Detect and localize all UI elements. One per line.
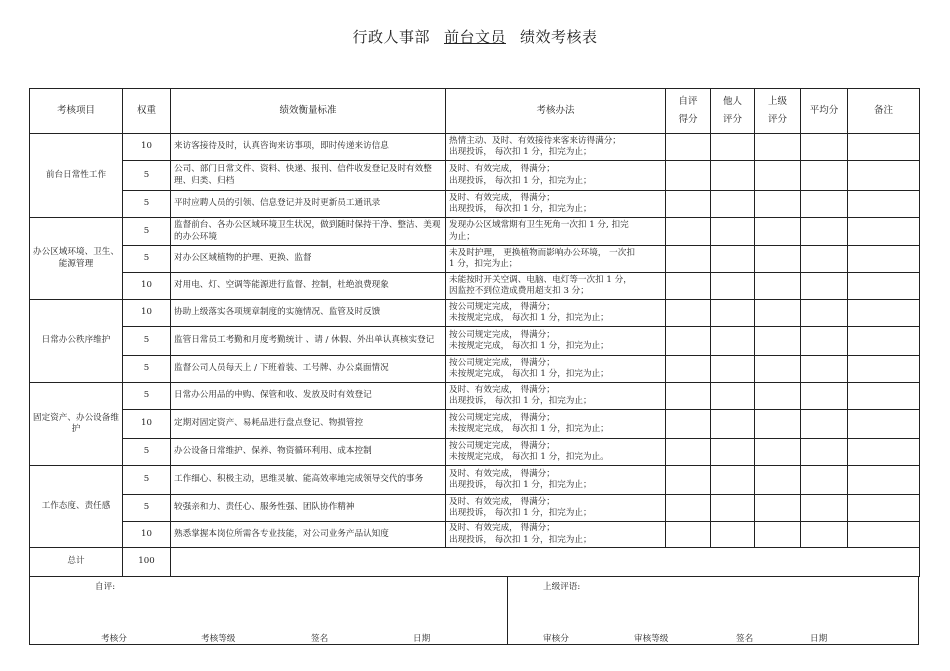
table-row bbox=[30, 522, 920, 548]
average-score-cell[interactable] bbox=[801, 218, 848, 246]
weight-cell: 10 bbox=[123, 134, 171, 161]
method-cell bbox=[446, 410, 666, 439]
superior-score-cell[interactable] bbox=[755, 218, 801, 246]
total-empty bbox=[171, 548, 920, 577]
category-cell: 工作态度、责任感 bbox=[30, 466, 123, 548]
other-score-cell[interactable] bbox=[711, 161, 755, 191]
table-row bbox=[30, 356, 920, 383]
table-row bbox=[30, 273, 920, 300]
method-line-1: 按公司规定完成， 得满分； bbox=[449, 329, 555, 340]
category-cell: 前台日常性工作 bbox=[30, 134, 123, 218]
self-score-cell[interactable] bbox=[666, 161, 711, 191]
method-cell bbox=[446, 383, 666, 410]
note-cell[interactable] bbox=[848, 466, 920, 495]
header-superior-score: 上级 评分 bbox=[755, 89, 801, 134]
method-line-1: 按公司规定完成， 得满分； bbox=[449, 301, 555, 312]
method-line-2: 出现投诉， 每次扣 1 分，扣完为止； bbox=[449, 534, 592, 545]
grade-label: 考核等级 bbox=[201, 634, 236, 644]
method-cell bbox=[446, 273, 666, 300]
other-score-cell[interactable] bbox=[711, 191, 755, 218]
header-weight: 权重 bbox=[123, 89, 171, 134]
superior-score-cell[interactable] bbox=[755, 191, 801, 218]
header-self-score: 自评 得分 bbox=[666, 89, 711, 134]
method-line-1: 按公司规定完成， 得满分； bbox=[449, 412, 555, 423]
method-line-1: 未及时护理， 更换植物而影响办公环境， 一次扣 bbox=[449, 247, 635, 258]
sign2-label: 签名 bbox=[736, 634, 754, 644]
method-cell bbox=[446, 495, 666, 522]
note-cell[interactable] bbox=[848, 300, 920, 327]
method-cell bbox=[446, 466, 666, 495]
self-comment-label: 自评: bbox=[95, 582, 116, 592]
weight-cell: 5 bbox=[123, 356, 171, 383]
method-line-2: 未按规定完成， 每次扣 1 分，扣完为止； bbox=[449, 424, 609, 434]
standard-cell: 监督前台、各办公区域环境卫生状况，做到随时保持干净、整洁、美观的办公环境 bbox=[171, 218, 446, 246]
total-value: 100 bbox=[123, 548, 171, 577]
method-line-2: 未按规定完成， 每次扣 1 分，扣完为止； bbox=[449, 341, 609, 351]
superior-score-cell[interactable] bbox=[755, 273, 801, 300]
other-score-cell[interactable] bbox=[711, 383, 755, 410]
self-score-cell[interactable] bbox=[666, 191, 711, 218]
assessment-table bbox=[29, 88, 920, 577]
note-cell[interactable] bbox=[848, 161, 920, 191]
method-cell bbox=[446, 522, 666, 548]
other-score-cell[interactable] bbox=[711, 410, 755, 439]
other-score-cell[interactable] bbox=[711, 356, 755, 383]
weight-cell: 5 bbox=[123, 439, 171, 466]
weight-cell: 10 bbox=[123, 273, 171, 300]
note-cell[interactable] bbox=[848, 218, 920, 246]
note-cell[interactable] bbox=[848, 191, 920, 218]
self-score-cell[interactable] bbox=[666, 466, 711, 495]
method-line-1: 及时、有效完成， 得满分； bbox=[449, 164, 555, 174]
other-score-cell[interactable] bbox=[711, 246, 755, 273]
note-cell[interactable] bbox=[848, 273, 920, 300]
superior-score-cell[interactable] bbox=[755, 495, 801, 522]
method-line-2: 出现投诉， 每次扣 1 分，扣完为止； bbox=[449, 396, 592, 406]
method-line-2: 出现投诉， 每次扣 1 分，扣完为止； bbox=[449, 147, 592, 157]
date2-label: 日期 bbox=[810, 634, 828, 644]
method-line-1: 未能按时开关空调、电脑、电灯等一次扣 1 分， bbox=[449, 274, 632, 285]
page-title bbox=[0, 26, 950, 47]
superior-score-cell[interactable] bbox=[755, 134, 801, 161]
method-line-2: 出现投诉， 每次扣 1 分，扣完为止； bbox=[449, 204, 592, 214]
review-grade-label: 审核等级 bbox=[634, 634, 669, 644]
method-line-1: 及时、有效完成， 得满分； bbox=[449, 384, 555, 395]
weight-cell: 5 bbox=[123, 327, 171, 356]
other-score-cell[interactable] bbox=[711, 327, 755, 356]
note-cell[interactable] bbox=[848, 246, 920, 273]
method-line-2: 1 分，扣完为止； bbox=[449, 259, 518, 269]
title-position: 前台文员 bbox=[443, 28, 506, 46]
table-row bbox=[30, 383, 920, 410]
other-score-cell[interactable] bbox=[711, 300, 755, 327]
superior-score-cell[interactable] bbox=[755, 161, 801, 191]
method-line-2: 因监控不到位造成费用超支扣 3 分； bbox=[449, 286, 589, 296]
weight-cell: 5 bbox=[123, 246, 171, 273]
average-score-cell[interactable] bbox=[801, 495, 848, 522]
average-score-cell[interactable] bbox=[801, 191, 848, 218]
other-score-cell[interactable] bbox=[711, 439, 755, 466]
category-cell: 日常办公秩序维护 bbox=[30, 300, 123, 383]
other-score-cell[interactable] bbox=[711, 273, 755, 300]
self-score-cell[interactable] bbox=[666, 273, 711, 300]
weight-cell: 5 bbox=[123, 466, 171, 495]
note-cell[interactable] bbox=[848, 383, 920, 410]
review-score-label: 审核分 bbox=[543, 634, 569, 644]
header-item: 考核项目 bbox=[30, 89, 123, 134]
method-line-2: 出现投诉， 每次扣 1 分，扣完为止； bbox=[449, 480, 592, 490]
method-cell bbox=[446, 356, 666, 383]
standard-cell: 平时应聘人员的引领、信息登记并及时更新员工通讯录 bbox=[171, 191, 446, 218]
title-dept: 行政人事部 bbox=[352, 28, 430, 46]
table-row bbox=[30, 327, 920, 356]
header-note: 备注 bbox=[848, 89, 920, 134]
average-score-cell[interactable] bbox=[801, 383, 848, 410]
self-score-cell[interactable] bbox=[666, 356, 711, 383]
method-line-1: 及时、有效完成， 得满分； bbox=[449, 468, 555, 479]
other-score-cell[interactable] bbox=[711, 218, 755, 246]
method-line-1: 按公司规定完成， 得满分； bbox=[449, 357, 555, 368]
other-score-cell[interactable] bbox=[711, 522, 755, 548]
method-cell bbox=[446, 327, 666, 356]
standard-cell: 对用电、灯、空调等能源进行监督、控制，杜绝浪费现象 bbox=[171, 273, 446, 300]
weight-cell: 10 bbox=[123, 300, 171, 327]
title-form: 绩效考核表 bbox=[520, 28, 598, 46]
standard-cell: 工作细心、积极主动，思维灵敏、能高效率地完成领导交代的事务 bbox=[171, 466, 446, 495]
average-score-cell[interactable] bbox=[801, 439, 848, 466]
table-row bbox=[30, 410, 920, 439]
self-score-cell[interactable] bbox=[666, 495, 711, 522]
method-line-2: 未按规定完成， 每次扣 1 分，扣完为止。 bbox=[449, 452, 609, 462]
sign-label: 签名 bbox=[311, 634, 329, 644]
table-row bbox=[30, 439, 920, 466]
table-row bbox=[30, 218, 920, 246]
table-row bbox=[30, 495, 920, 522]
standard-cell: 对办公区域植物的护理、更换、监督 bbox=[171, 246, 446, 273]
weight-cell: 5 bbox=[123, 495, 171, 522]
superior-score-cell[interactable] bbox=[755, 356, 801, 383]
superior-score-cell[interactable] bbox=[755, 466, 801, 495]
other-score-cell[interactable] bbox=[711, 466, 755, 495]
weight-cell: 5 bbox=[123, 191, 171, 218]
category-cell: 固定资产、办公设备维护 bbox=[30, 383, 123, 466]
standard-cell: 熟悉掌握本岗位所需各专业技能，对公司业务产品认知度 bbox=[171, 522, 446, 548]
table-row bbox=[30, 161, 920, 191]
method-line-2: 未按规定完成， 每次扣 1 分，扣完为止； bbox=[449, 313, 609, 323]
header-method: 考核办法 bbox=[446, 89, 666, 134]
table-row bbox=[30, 466, 920, 495]
method-line-2: 未按规定完成， 每次扣 1 分，扣完为止； bbox=[449, 369, 609, 379]
total-label: 总计 bbox=[30, 548, 123, 577]
other-score-cell[interactable] bbox=[711, 134, 755, 161]
superior-score-cell[interactable] bbox=[755, 300, 801, 327]
standard-cell: 定期对固定资产、易耗品进行盘点登记、物损管控 bbox=[171, 410, 446, 439]
method-line-1: 热情主动、及时、有效接待来客来访得满分； bbox=[449, 135, 621, 146]
average-score-cell[interactable] bbox=[801, 300, 848, 327]
self-score-cell[interactable] bbox=[666, 300, 711, 327]
average-score-cell[interactable] bbox=[801, 273, 848, 300]
method-line-1: 按公司规定完成， 得满分； bbox=[449, 440, 555, 451]
self-score-cell[interactable] bbox=[666, 246, 711, 273]
category-cell: 办公区域环境、卫生、能源管理 bbox=[30, 218, 123, 300]
standard-cell: 来访客接待及时，认真咨询来访事项，即时传递来访信息 bbox=[171, 134, 446, 161]
method-line-2: 出现投诉， 每次扣 1 分，扣完为止； bbox=[449, 175, 592, 186]
self-score-cell[interactable] bbox=[666, 383, 711, 410]
average-score-cell[interactable] bbox=[801, 522, 848, 548]
standard-cell: 监督公司人员每天上 / 下班着装、工号牌、办公桌面情况 bbox=[171, 356, 446, 383]
standard-cell: 日常办公用品的申购、保管和收、发放及时有效登记 bbox=[171, 383, 446, 410]
superior-comment-label: 上级评语: bbox=[543, 582, 581, 592]
average-score-cell[interactable] bbox=[801, 410, 848, 439]
self-score-cell[interactable] bbox=[666, 134, 711, 161]
method-line-2: 出现投诉， 每次扣 1 分，扣完为止； bbox=[449, 508, 592, 518]
average-score-cell[interactable] bbox=[801, 356, 848, 383]
table-row bbox=[30, 191, 920, 218]
note-cell[interactable] bbox=[848, 327, 920, 356]
date-label: 日期 bbox=[413, 634, 431, 644]
header-other-score: 他人 评分 bbox=[711, 89, 755, 134]
method-line-1: 及时、有效完成， 得满分； bbox=[449, 192, 555, 203]
method-cell bbox=[446, 218, 666, 246]
superior-score-cell[interactable] bbox=[755, 410, 801, 439]
note-cell[interactable] bbox=[848, 495, 920, 522]
method-line-1: 发现办公区域常期有卫生死角一次扣 1 分, 扣完 bbox=[449, 220, 629, 230]
weight-cell: 5 bbox=[123, 218, 171, 246]
table-row bbox=[30, 300, 920, 327]
header-row bbox=[30, 89, 920, 134]
method-cell bbox=[446, 246, 666, 273]
superior-score-cell[interactable] bbox=[755, 439, 801, 466]
self-score-cell[interactable] bbox=[666, 522, 711, 548]
header-standard: 绩效衡量标准 bbox=[171, 89, 446, 134]
superior-score-cell[interactable] bbox=[755, 383, 801, 410]
self-score-cell[interactable] bbox=[666, 327, 711, 356]
table-row bbox=[30, 246, 920, 273]
score-label: 考核分 bbox=[101, 634, 127, 644]
standard-cell: 监管日常员工考勤和月度考勤统计 、请 / 休假、外出单认真核实登记 bbox=[171, 327, 446, 356]
note-cell[interactable] bbox=[848, 439, 920, 466]
note-cell[interactable] bbox=[848, 410, 920, 439]
method-line-2: 为止； bbox=[449, 231, 475, 242]
superior-score-cell[interactable] bbox=[755, 246, 801, 273]
self-score-cell[interactable] bbox=[666, 439, 711, 466]
average-score-cell[interactable] bbox=[801, 134, 848, 161]
standard-cell: 办公设备日常维护、保养、物资循环利用、成本控制 bbox=[171, 439, 446, 466]
self-score-cell[interactable] bbox=[666, 218, 711, 246]
weight-cell: 10 bbox=[123, 410, 171, 439]
method-line-1: 及时、有效完成， 得满分； bbox=[449, 523, 555, 533]
average-score-cell[interactable] bbox=[801, 466, 848, 495]
average-score-cell[interactable] bbox=[801, 327, 848, 356]
average-score-cell[interactable] bbox=[801, 161, 848, 191]
note-cell[interactable] bbox=[848, 522, 920, 548]
self-score-cell[interactable] bbox=[666, 410, 711, 439]
method-cell bbox=[446, 191, 666, 218]
method-cell bbox=[446, 439, 666, 466]
header-average: 平均分 bbox=[801, 89, 848, 134]
method-cell bbox=[446, 161, 666, 191]
other-score-cell[interactable] bbox=[711, 495, 755, 522]
method-cell bbox=[446, 300, 666, 327]
weight-cell: 5 bbox=[123, 161, 171, 191]
method-line-1: 及时、有效完成， 得满分； bbox=[449, 496, 555, 507]
table-row bbox=[30, 134, 920, 161]
standard-cell: 协助上级落实各项规章制度的实施情况、监管及时反馈 bbox=[171, 300, 446, 327]
standard-cell: 公司、部门日常文件、资料、快递、报刊、信件收发登记及时有效整理、归类、归档 bbox=[171, 161, 446, 191]
note-cell[interactable] bbox=[848, 356, 920, 383]
weight-cell: 5 bbox=[123, 383, 171, 410]
superior-score-cell[interactable] bbox=[755, 327, 801, 356]
superior-score-cell[interactable] bbox=[755, 522, 801, 548]
standard-cell: 较强亲和力、责任心、服务性强、团队协作精神 bbox=[171, 495, 446, 522]
total-row bbox=[30, 548, 920, 577]
note-cell[interactable] bbox=[848, 134, 920, 161]
method-cell bbox=[446, 134, 666, 161]
signature-section bbox=[29, 577, 919, 645]
average-score-cell[interactable] bbox=[801, 246, 848, 273]
weight-cell: 10 bbox=[123, 522, 171, 548]
